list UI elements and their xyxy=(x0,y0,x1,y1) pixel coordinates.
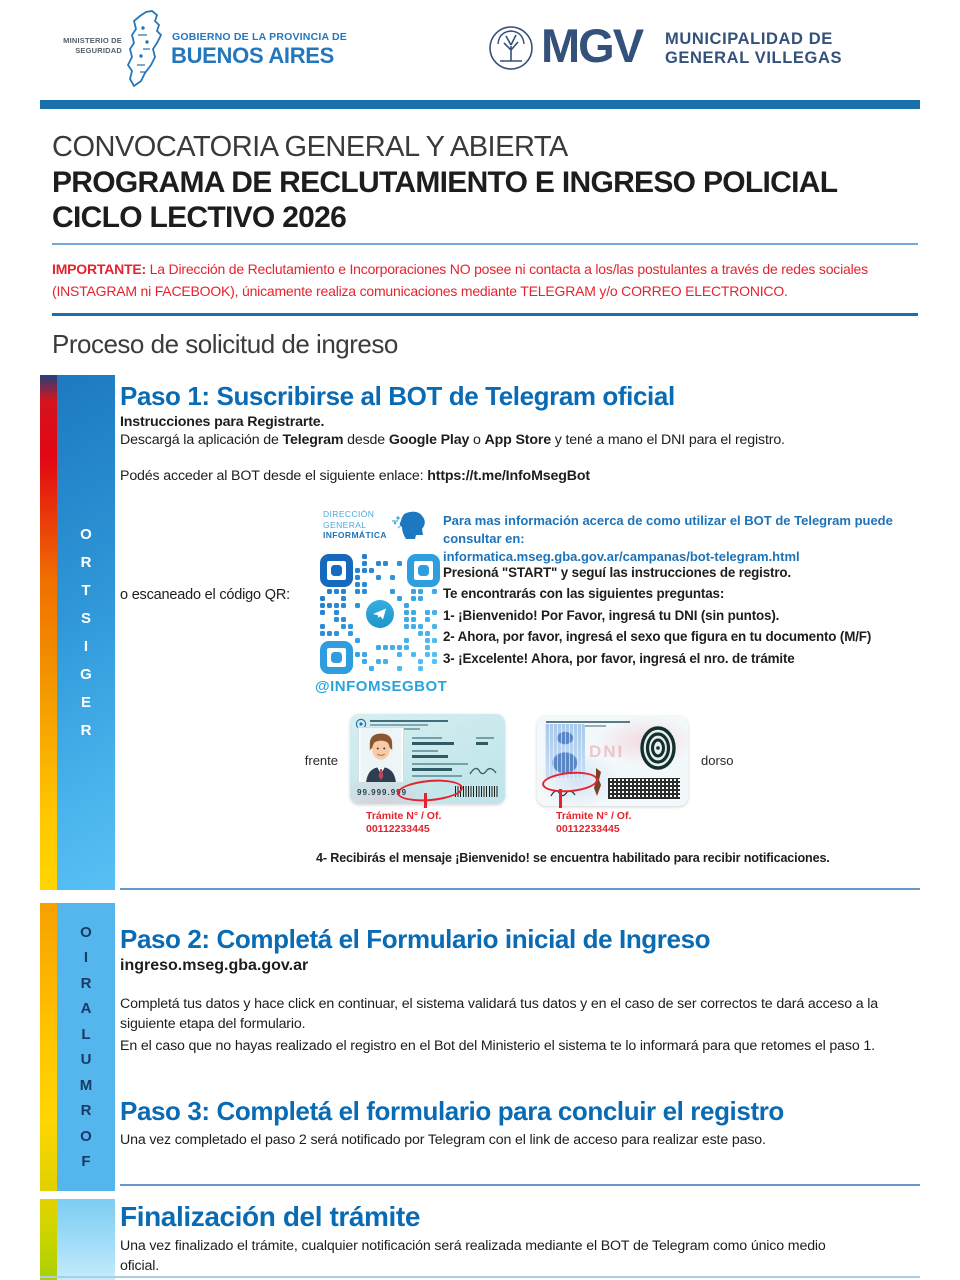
qr-dot xyxy=(327,631,332,636)
qr-dot xyxy=(334,631,339,636)
qr-dot xyxy=(425,631,430,636)
vertical-letter: I xyxy=(83,638,89,655)
qr-dot xyxy=(362,589,367,594)
convocatoria-kicker: CONVOCATORIA GENERAL Y ABIERTA xyxy=(52,131,568,163)
municipality-line2: GENERAL VILLEGAS xyxy=(665,49,843,68)
qr-eye xyxy=(331,652,342,663)
paso2-paragraph2: En el caso que no hayas realizado el registro en el Bot del Ministerio el sistema te lo informará para que retomes el paso 1. xyxy=(120,1038,875,1054)
vertical-letter: O xyxy=(80,1127,92,1145)
important-notice-body: La Dirección de Reclutamiento e Incorporaciones NO posee ni contacta a los/las postulantes a través de redes sociales (INSTAGRAM ni FACEBOOK), únicamente realiza comunicaciones mediante TELEGRAM y/o CORREO ELECTRONICO. xyxy=(52,261,868,299)
card-detail-bar xyxy=(370,720,448,722)
qr-dot xyxy=(341,596,346,601)
qr-caption: o escaneado el código QR: xyxy=(120,587,290,603)
page-title xyxy=(52,166,932,236)
bot-step: 1- ¡Bienvenido! Por Favor, ingresá tu DNI (sin puntos). xyxy=(443,607,780,623)
card-detail-bar xyxy=(412,763,468,765)
qr-dot xyxy=(404,610,409,615)
qr-dot xyxy=(376,645,381,650)
sidebar-panel-registro xyxy=(57,375,115,890)
tramite-circle-front xyxy=(396,777,464,804)
vertical-letter: M xyxy=(79,1076,93,1094)
dgi-logo xyxy=(323,509,428,541)
more-info-text: Para mas información acerca de como utilizar el BOT de Telegram puede consultar en: xyxy=(443,513,893,547)
tramite-caption-line2: 00112233445 xyxy=(366,822,430,835)
qr-telegram-badge xyxy=(363,597,397,631)
qr-dot xyxy=(355,638,360,643)
qr-dot xyxy=(341,589,346,594)
qr-dot xyxy=(320,631,325,636)
card-detail-bar xyxy=(412,737,442,739)
qr-dot xyxy=(341,603,346,608)
paso1-heading: Paso 1: Suscribirse al BOT de Telegram oficial xyxy=(120,381,675,411)
qr-dot xyxy=(362,568,367,573)
ministry-label xyxy=(54,36,122,56)
portrait-cartoon-icon xyxy=(359,728,403,782)
qr-dot xyxy=(411,589,416,594)
qr-dot xyxy=(425,617,430,622)
qr-dot xyxy=(411,596,416,601)
paso1-instructions-title: Instrucciones para Registrarte. xyxy=(120,414,325,430)
qr-eye xyxy=(418,565,429,576)
dni-watermark: DNI xyxy=(589,742,625,761)
municipality-label xyxy=(665,30,842,69)
download-text: y tené a mano el DNI para el registro. xyxy=(550,432,785,448)
qr-dot xyxy=(397,666,402,671)
tramite-caption-line1: Trámite N° / Of. xyxy=(366,810,442,822)
paso3-paragraph: Una vez completado el paso 2 será notificado por Telegram con el link de acceso para realizar este paso. xyxy=(120,1132,766,1148)
qr-dot xyxy=(411,617,416,622)
vertical-letter: A xyxy=(80,1000,92,1018)
qr-dot xyxy=(404,603,409,608)
bot-step: 3- ¡Excelente! Ahora, por favor, ingresá el nro. de trámite xyxy=(443,650,795,666)
download-text: Descargá la aplicación de xyxy=(120,432,283,448)
qr-dot xyxy=(327,603,332,608)
card-detail-bar xyxy=(412,750,438,752)
bot-handle[interactable]: @INFOMSEGBOT xyxy=(315,678,448,695)
bot-step: Te encontrarás con las siguientes preguntas: xyxy=(443,586,725,602)
download-text: o xyxy=(469,432,485,448)
fingerprint-icon xyxy=(637,723,679,773)
card-detail-bar xyxy=(412,775,462,777)
qr-dot xyxy=(432,624,437,629)
vertical-letter: R xyxy=(80,1102,92,1120)
dgi-line3: INFORMÁTICA xyxy=(323,530,387,541)
process-heading: Proceso de solicitud de ingreso xyxy=(52,329,398,359)
paso1-access-line xyxy=(120,466,930,486)
app-store-word: App Store xyxy=(484,432,551,448)
tramite-caption-line2: 00112233445 xyxy=(556,822,620,835)
qr-dot xyxy=(362,652,367,657)
qr-dot xyxy=(411,652,416,657)
municipality-line1: MUNICIPALIDAD DE xyxy=(665,30,833,48)
tramite-caption-back xyxy=(556,810,631,835)
card-front-label: frente xyxy=(304,753,338,768)
qr-dot xyxy=(334,610,339,615)
qr-dot xyxy=(397,596,402,601)
tramite-caption-line1: Trámite N° / Of. xyxy=(556,810,632,822)
qr-dot xyxy=(432,659,437,664)
sidebar-color-strip-final xyxy=(40,1199,57,1280)
sidebar-color-strip-registro xyxy=(40,375,57,890)
qr-dot xyxy=(418,659,423,664)
bot-step: 2- Ahora, por favor, ingresá el sexo que figura en tu documento (M/F) xyxy=(443,629,872,645)
qr-dot xyxy=(432,652,437,657)
qr-dot xyxy=(383,645,388,650)
qr-dot xyxy=(376,561,381,566)
vertical-letter: T xyxy=(81,582,91,599)
page-title-line1: PROGRAMA DE RECLUTAMIENTO E INGRESO POLICIAL xyxy=(52,166,838,199)
dni-portrait-photo xyxy=(358,727,404,783)
notice-divider xyxy=(52,313,918,316)
buenos-aires-map-icon xyxy=(122,8,170,92)
qr-dot xyxy=(418,596,423,601)
paso1-divider xyxy=(120,888,920,890)
mgv-tree-emblem-icon xyxy=(487,24,535,72)
qr-dot xyxy=(383,561,388,566)
qr-dot xyxy=(355,652,360,657)
access-text: Podés acceder al BOT desde el siguiente enlace: xyxy=(120,468,428,484)
tramite-caption-front xyxy=(366,810,441,835)
dgi-line1: DIRECCIÓN xyxy=(323,509,375,520)
vertical-letter: R xyxy=(80,554,92,571)
annotation-line-back xyxy=(559,789,562,808)
dgi-head-icon xyxy=(392,509,428,541)
sidebar-color-strip-formulario xyxy=(40,903,57,1191)
qr-dot xyxy=(320,596,325,601)
bottom-edge-line xyxy=(40,1276,920,1278)
qr-dot xyxy=(327,589,332,594)
qr-dot xyxy=(355,589,360,594)
qr-dot xyxy=(334,603,339,608)
important-notice xyxy=(52,259,890,302)
qr-dot xyxy=(425,645,430,650)
qr-code[interactable] xyxy=(318,552,442,676)
sidebar-label-registro xyxy=(57,375,115,890)
qr-dot xyxy=(432,638,437,643)
telegram-logo-icon xyxy=(366,600,394,628)
vertical-letter: G xyxy=(80,666,92,683)
qr-dot xyxy=(411,610,416,615)
gov-buenos-aires: BUENOS AIRES xyxy=(171,43,335,68)
paso1-step4: 4- Recibirás el mensaje ¡Bienvenido! se encuentra habilitado para recibir notificaciones. xyxy=(316,851,830,865)
qr-dot xyxy=(397,561,402,566)
qr-dot xyxy=(348,631,353,636)
card-detail-bar xyxy=(476,737,494,739)
gov-province-line: GOBIERNO DE LA PROVINCIA DE xyxy=(172,31,347,43)
qr-dot xyxy=(355,568,360,573)
important-notice-label: IMPORTANTE: xyxy=(52,261,146,277)
qr-dot xyxy=(355,575,360,580)
qr-dot xyxy=(390,645,395,650)
sidebar-panel-final xyxy=(57,1199,115,1280)
paso2-paragraph1: Completá tus datos y hace click en continuar, el sistema validará tus datos y en el caso de ser correctos te dará acceso a la siguiente etapa del formulario. xyxy=(120,996,879,1033)
qr-dot xyxy=(320,603,325,608)
mgv-acronym: MGV xyxy=(541,19,643,72)
qr-dot xyxy=(404,617,409,622)
dgi-logo-text xyxy=(323,509,387,540)
sidebar-panel-formulario xyxy=(57,903,115,1191)
qr-dot xyxy=(404,638,409,643)
qr-dot xyxy=(411,624,416,629)
qr-dot xyxy=(390,575,395,580)
qr-dot xyxy=(362,582,367,587)
ministry-line1: MINISTERIO DE xyxy=(63,36,122,45)
qr-dot xyxy=(397,652,402,657)
vertical-letter: R xyxy=(80,974,92,992)
vertical-letter: I xyxy=(83,949,89,967)
dni-number: 99.999.999 xyxy=(357,788,408,797)
paso2-url[interactable]: ingreso.mseg.gba.gov.ar xyxy=(120,957,309,974)
signature-squiggle-icon xyxy=(468,762,498,778)
dni-card-front xyxy=(350,714,505,804)
qr-dot xyxy=(390,589,395,594)
final-heading: Finalización del trámite xyxy=(120,1201,421,1232)
vertical-letter: R xyxy=(80,722,92,739)
card-detail-bar xyxy=(412,768,452,771)
sidebar-label-formulario xyxy=(57,903,115,1191)
vertical-letter: S xyxy=(80,610,91,627)
qr-dot xyxy=(348,624,353,629)
vertical-letter: O xyxy=(80,923,92,941)
paso3-divider xyxy=(120,1184,920,1186)
vertical-letter: U xyxy=(80,1051,92,1069)
card-detail-bar xyxy=(546,721,630,723)
qr-dot xyxy=(404,645,409,650)
dgi-line2: GENERAL xyxy=(323,519,367,530)
qr-dot xyxy=(418,631,423,636)
annotation-line-front xyxy=(424,793,427,808)
qr-dot xyxy=(341,617,346,622)
qr-dot xyxy=(341,624,346,629)
qr-dot xyxy=(362,561,367,566)
qr-dot xyxy=(404,624,409,629)
more-info-block xyxy=(443,512,923,567)
card-detail-bar xyxy=(412,742,454,745)
more-info-link[interactable]: informatica.mseg.gba.gov.ar/campanas/bot-telegram.html xyxy=(443,549,800,565)
page-title-line2: CICLO LECTIVO 2026 xyxy=(52,200,347,234)
telegram-bot-link[interactable]: https://t.me/InfoMsegBot xyxy=(427,468,590,484)
vertical-letter: O xyxy=(80,526,92,543)
qr-dot xyxy=(334,589,339,594)
final-paragraph: Una vez finalizado el trámite, cualquier notificación será realizada mediante el BOT de Telegram como único medio oficial. xyxy=(120,1238,826,1275)
bot-step: Presioná "START" y seguí las instrucciones de registro. xyxy=(443,565,791,580)
qr-dot xyxy=(383,659,388,664)
google-play-word: Google Play xyxy=(388,432,470,448)
card-detail-bar xyxy=(476,742,488,745)
download-text: desde xyxy=(343,432,389,448)
vertical-letter: F xyxy=(81,1153,91,1171)
qr-dot xyxy=(418,666,423,671)
qr-dot xyxy=(425,652,430,657)
qr-dot xyxy=(334,617,339,622)
paso2-heading: Paso 2: Completá el Formulario inicial de Ingreso xyxy=(120,924,711,954)
header-divider-bar xyxy=(40,100,920,109)
title-divider xyxy=(52,243,918,245)
dni-2d-barcode xyxy=(608,778,680,799)
paso1-download-line xyxy=(120,430,930,450)
ghost-photo xyxy=(545,724,585,778)
qr-dot xyxy=(369,568,374,573)
qr-dot xyxy=(418,624,423,629)
paso3-heading: Paso 3: Completá el formulario para concluir el registro xyxy=(120,1096,784,1126)
qr-dot xyxy=(320,624,325,629)
qr-dot xyxy=(355,603,360,608)
qr-dot xyxy=(320,610,325,615)
qr-dot xyxy=(362,659,367,664)
qr-dot xyxy=(376,659,381,664)
qr-dot xyxy=(369,666,374,671)
qr-dot xyxy=(355,582,360,587)
qr-dot xyxy=(432,610,437,615)
qr-dot xyxy=(397,645,402,650)
qr-dot xyxy=(425,638,430,643)
bot-steps-list xyxy=(443,562,913,669)
qr-dot xyxy=(425,610,430,615)
qr-dot xyxy=(418,589,423,594)
vertical-letter: E xyxy=(80,694,91,711)
card-detail-bar xyxy=(412,755,448,758)
qr-dot xyxy=(376,575,381,580)
qr-eye xyxy=(331,565,342,576)
card-back-label: dorso xyxy=(701,753,734,768)
vertical-letter: L xyxy=(81,1025,91,1043)
telegram-word: Telegram xyxy=(282,432,344,448)
card-detail-bar xyxy=(370,724,428,726)
qr-dot xyxy=(432,589,437,594)
qr-dot xyxy=(362,554,367,559)
ministry-line2: SEGURIDAD xyxy=(75,45,122,55)
